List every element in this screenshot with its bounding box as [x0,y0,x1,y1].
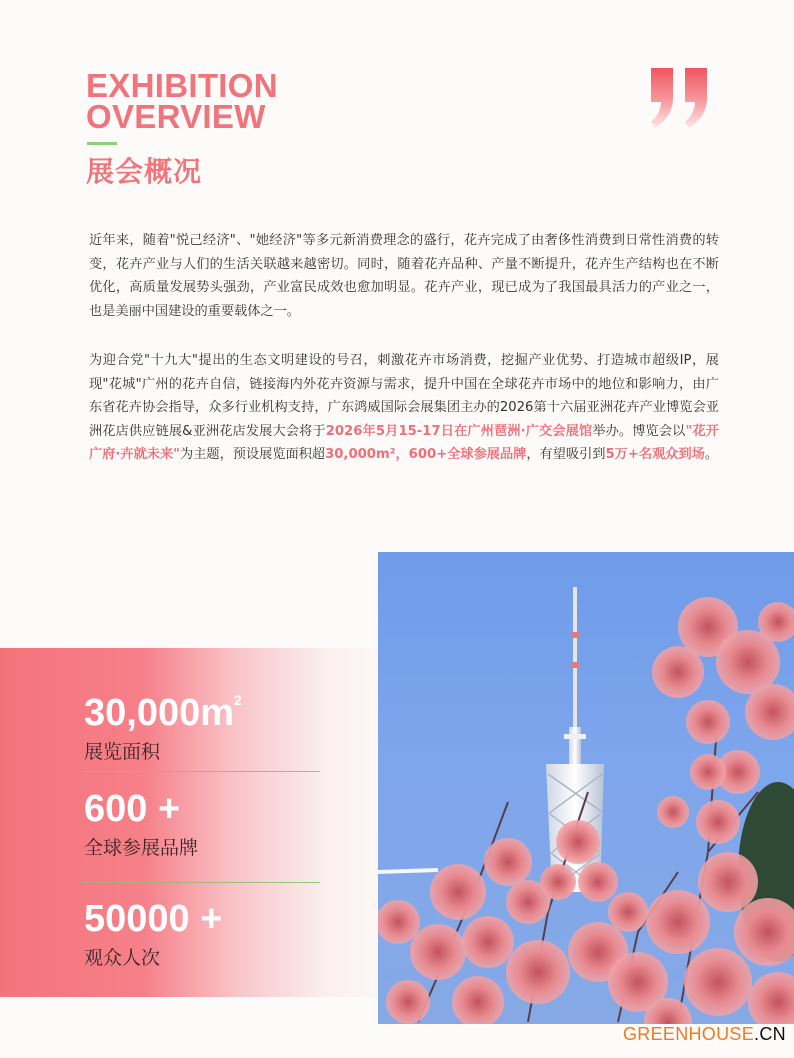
stat-value: 50000 + [84,898,223,940]
stat-divider [79,771,320,772]
stat-label: 观众人次 [84,947,161,969]
canton-tower-blossom-photo [378,552,794,1024]
paragraph2-text: ，有望吸引到 [526,447,606,462]
highlight-area-brands: 30,000m²，600+全球参展品牌 [325,447,527,462]
paragraph2-text: 为主题，预设展览面积超 [180,447,326,462]
page-title-english [86,67,278,135]
stat-label: 全球参展品牌 [84,837,199,859]
stat-visitors [84,899,222,970]
highlight-theme: "花开广府·卉就未来" [89,423,719,462]
title-line-overview: OVERVIEW [86,98,266,135]
stat-exhibition-area [84,680,242,764]
stat-global-brands [84,789,198,860]
watermark-suffix: .CN [754,1024,786,1044]
highlight-visitors: 5万+名观众到场 [605,447,705,462]
paragraph2-text: 举办。博览会以 [592,423,686,439]
intro-paragraph-2 [89,349,719,467]
stat-value: 600 + [84,788,181,830]
title-line-exhibition: EXHIBITION [86,67,278,104]
photo-illustration [378,552,794,1024]
greenhouse-watermark [623,1024,786,1045]
highlight-date-venue: 2026年5月15-17日在广州琶洲·广交会展馆 [325,423,593,439]
title-accent-divider [87,142,117,145]
intro-paragraph-1: 近年来，随着"悦己经济"、"她经济"等多元新消费理念的盛行，花卉完成了由奢侈性消费到日常性消费的转变，花卉产业与人们的生活关联越来越密切。同时，随着花卉品种、产量不断提升，花卉生产结构也在不断优化，高质量发展势头强劲，产业富民成效也愈加明显。花卉产业，现已成为了我国最具活力的产业之一，也是美丽中国建设的重要载体之一。 [89,233,719,319]
stat-divider [79,882,320,883]
page-title-chinese: 展会概况 [86,155,203,188]
stat-label: 展览面积 [84,741,161,763]
paragraph2-text: 为迎合党"十九大"提出的生态文明建设的号召，刺激花卉市场消费，挖掘产业优势、打造城市超级IP，展现"花城"广州的花卉自信，链接海内外花卉资源与需求，提升中国在全球花卉市场中的地位和影响力，由广东省花卉协会指导，众多行业机构支持，广东鸿威国际会展集团主办的2026第十六届亚洲花卉产业博览会亚洲花店供应链展&亚洲花店发展大会将于 [89,353,719,439]
stat-value: $30,000m^2$ [84,692,242,734]
paragraph2-text: 。 [704,447,719,462]
stats-panel [0,648,380,997]
watermark-main: GREENHOUSE [623,1024,755,1044]
closing-quote-icon [645,62,715,132]
